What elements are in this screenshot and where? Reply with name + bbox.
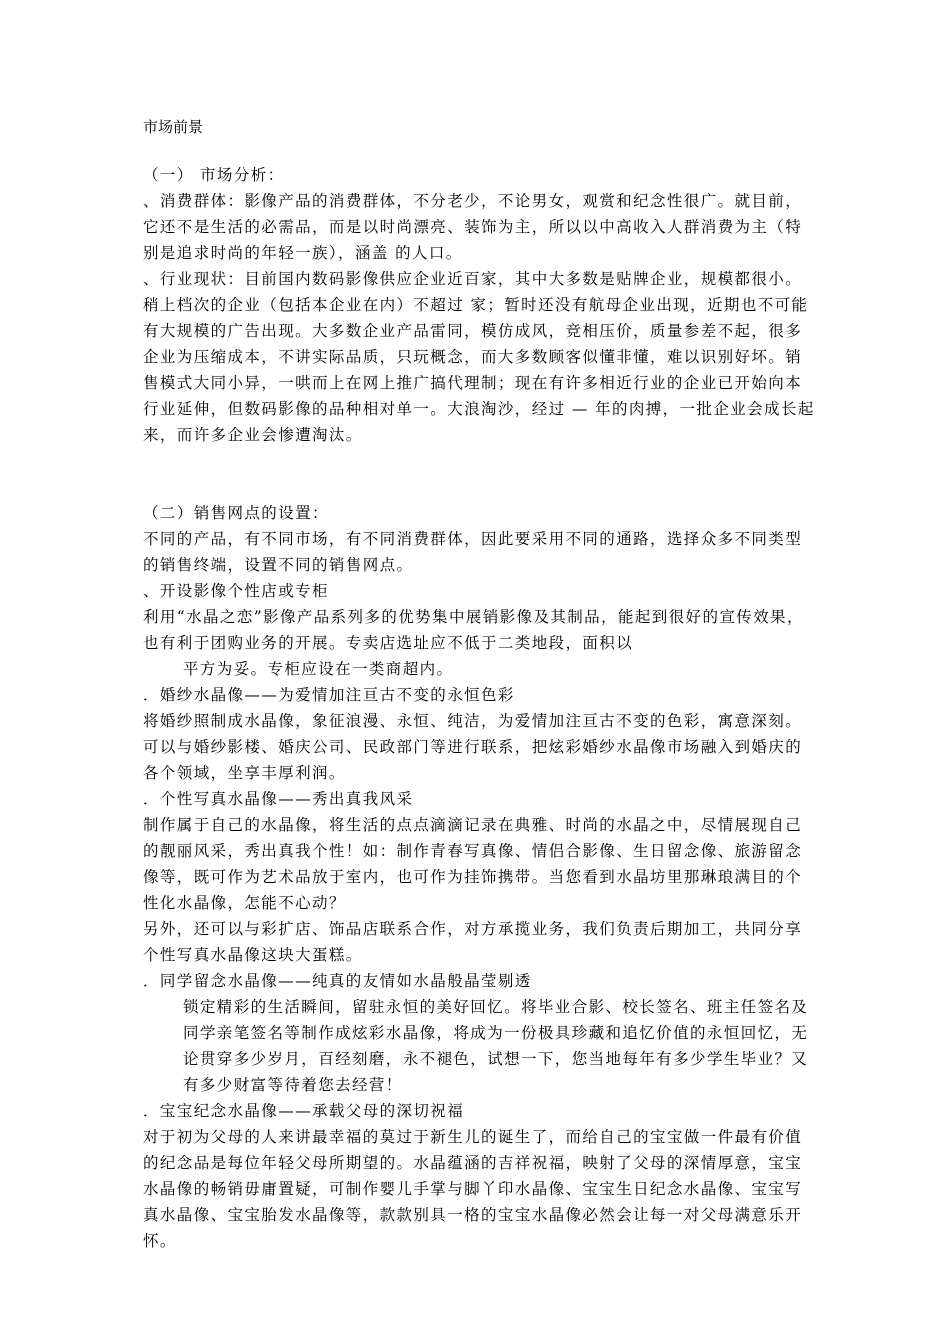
- page-title: 市场前景: [143, 118, 204, 136]
- document-body: [143, 162, 815, 1254]
- classmate-heading: ．同学留念水晶像——纯真的友情如水晶般晶莹剔透: [143, 972, 532, 990]
- spacer: [143, 474, 815, 500]
- spacer: [143, 448, 815, 474]
- portrait-paragraph: 制作属于自己的水晶像，将生活的点点滴滴记录在典雅、时尚的水晶之中，尽情展现自己的靓丽风采，秀出真我个性！如：制作青春写真像、情侣合影像、生日留念像、旅游留念像等，既可作为艺术品放于室内，也可作为挂饰携带。当您看到水晶坊里那琳琅满目的个性化水晶像，怎能不心动？: [143, 816, 803, 912]
- classmate-paragraph: 锁定精彩的生活瞬间，留驻永恒的美好回忆。将毕业合影、校长签名、班主任签名及同学亲笔签名等制作成炫彩水晶像，将成为一份极具珍藏和追忆价值的永恒回忆，无论贯穿多少岁月，百经刻磨，永不褪色，试想一下，您当地每年有多少学生毕业？又有多少财富等待着您去经营！: [183, 998, 809, 1094]
- store-paragraph-cont: 平方为妥。专柜应设在一类商超内。: [183, 660, 454, 678]
- wedding-heading: ．婚纱水晶像——为爱情加注亘古不变的永恒色彩: [143, 686, 515, 704]
- section1-heading: （一） 市场分析：: [143, 166, 285, 184]
- section2-heading: （二）销售网点的设置：: [143, 504, 329, 522]
- baby-paragraph: 对于初为父母的人来讲最幸福的莫过于新生儿的诞生了，而给自己的宝宝做一件最有价值的纪念品是每位年轻父母所期望的。水晶蕴涵的吉祥祝福，映射了父母的深情厚意，宝宝水晶像的畅销毋庸置疑，可制作婴儿手掌与脚丫印水晶像、宝宝生日纪念水晶像、宝宝写真水晶像、宝宝胎发水晶像等，款款别具一格的宝宝水晶像必然会让每一对父母满意乐开怀。: [143, 1128, 803, 1250]
- baby-heading: ．宝宝纪念水晶像——承载父母的深切祝福: [143, 1102, 465, 1120]
- wedding-paragraph: 将婚纱照制成水晶像，象征浪漫、永恒、纯洁，为爱情加注亘古不变的色彩，寓意深刻。可以与婚纱影楼、婚庆公司、民政部门等进行联系，把炫彩婚纱水晶像市场融入到婚庆的各个领域，坐享丰厚利润。: [143, 712, 803, 782]
- consumer-paragraph: 、消费群体：影像产品的消费群体，不分老少，不论男女，观赏和纪念性很广。就目前，它还不是生活的必需品，而是以时尚漂亮、装饰为主，所以以中高收入人群消费为主（特别是追求时尚的年轻一族），涵盖 的人口。: [143, 192, 803, 262]
- section2-intro: 不同的产品，有不同市场，有不同消费群体，因此要采用不同的通路，选择众多不同类型的销售终端，设置不同的销售网点。: [143, 530, 803, 574]
- store-heading: 、开设影像个性店或专柜: [143, 582, 329, 600]
- portrait-heading: ．个性写真水晶像——秀出真我风采: [143, 790, 414, 808]
- industry-paragraph: 、行业现状：目前国内数码影像供应企业近百家，其中大多数是贴牌企业，规模都很小。稍上档次的企业（包括本企业在内）不超过 家；暂时还没有航母企业出现，近期也不可能有大规模的广告出现。大多数企业产品雷同，模仿成风，竞相压价，质量参差不起，很多企业为压缩成本，不讲实际品质，只玩概念，而大多数顾客似懂非懂，难以识别好坏。销售模式大同小异，一哄而上在网上推广搞代理制；现在有许多相近行业的企业已开始向本行业延伸，但数码影像的品种相对单一。大浪淘沙，经过 — 年的肉搏，一批企业会成长起来，而许多企业会惨遭淘汰。: [143, 270, 815, 444]
- portrait-paragraph-2: 另外，还可以与彩扩店、饰品店联系合作，对方承揽业务，我们负责后期加工，共同分享个性写真水晶像这块大蛋糕。: [143, 920, 803, 964]
- store-paragraph: 利用“水晶之恋”影像产品系列多的优势集中展销影像及其制品，能起到很好的宣传效果，也有利于团购业务的开展。专卖店选址应不低于二类地段，面积以: [143, 608, 804, 652]
